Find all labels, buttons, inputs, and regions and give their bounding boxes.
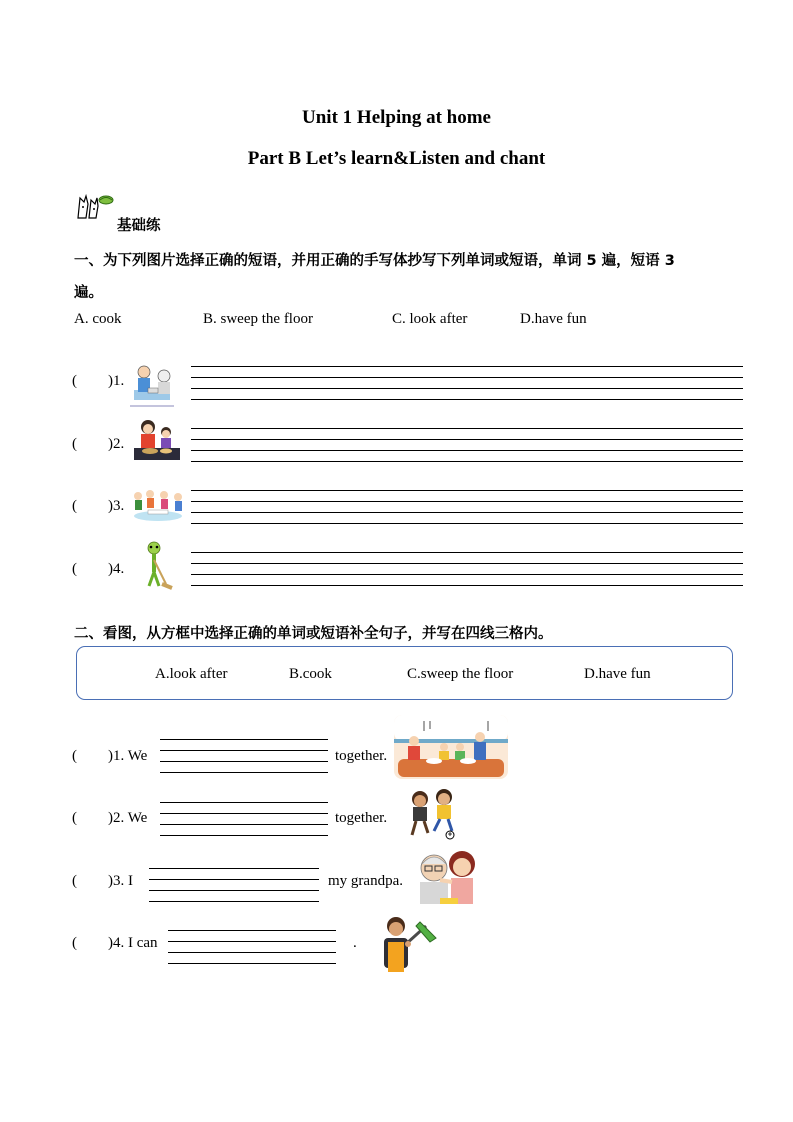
answer-bracket-number[interactable]: )4. (108, 561, 125, 577)
sentence-lead: )1. We (108, 748, 148, 764)
writing-lines[interactable] (191, 490, 743, 526)
writing-lines[interactable] (149, 868, 319, 904)
sentence-tail: . (353, 935, 357, 951)
answer-bracket-number[interactable]: )2. (108, 436, 125, 452)
sentence-lead: )2. We (108, 810, 148, 826)
sentence-tail: my grandpa. (328, 873, 403, 889)
page-subtitle: Part B Let’s learn&Listen and chant (247, 148, 546, 169)
writing-lines[interactable] (191, 428, 743, 464)
page-title: Unit 1 Helping at home (302, 107, 491, 128)
sweeping-floor-icon (140, 540, 176, 592)
answer-bracket-open: ( (72, 873, 77, 889)
part2-option-c: C.sweep the floor (407, 666, 514, 682)
part2-option-b: B.cook (289, 666, 332, 682)
answer-bracket-number[interactable]: )3. (108, 498, 125, 514)
part1-instruction-line2: 遍。 (74, 285, 103, 301)
writing-lines[interactable] (191, 552, 743, 588)
writing-lines[interactable] (191, 366, 743, 402)
part2-instruction: 二、看图，从方框中选择正确的单词或短语补全句子，并写在四线三格内。 (74, 626, 553, 642)
having-fun-icon (128, 488, 188, 524)
family-cooking-icon (394, 715, 508, 779)
section-label: 基础练 (117, 218, 161, 234)
sentence-tail: together. (335, 810, 388, 826)
sentence-lead: )3. I (108, 873, 133, 889)
part2-option-d: D.have fun (584, 666, 651, 682)
writing-lines[interactable] (168, 930, 336, 966)
answer-bracket-open: ( (72, 748, 77, 764)
writing-lines[interactable] (160, 802, 328, 838)
part1-option-c: C. look after (392, 311, 468, 327)
part1-option-d: D.have fun (520, 311, 587, 327)
caring-for-elder-icon (128, 362, 180, 410)
sentence-tail: together. (335, 748, 388, 764)
part1-option-a: A. cook (74, 311, 122, 327)
girl-with-grandpa-icon (414, 846, 484, 906)
answer-bracket-open: ( (72, 810, 77, 826)
part2-option-a: A.look after (155, 666, 228, 682)
man-sweeping-icon (376, 916, 442, 976)
answer-bracket-open: ( (72, 498, 77, 514)
part1-instruction-line1: 一、为下列图片选择正确的短语，并用正确的手写体抄写下列单词或短语，单词 5 遍，短语 3 (74, 253, 675, 269)
writing-lines[interactable] (160, 739, 328, 775)
answer-bracket-open: ( (72, 436, 77, 452)
cartoon-badge-icon (74, 192, 114, 224)
answer-bracket-open: ( (72, 373, 77, 389)
part1-option-b: B. sweep the floor (203, 311, 313, 327)
boys-playing-football-icon (404, 787, 464, 841)
sentence-lead: )4. I can (108, 935, 158, 951)
answer-bracket-open: ( (72, 561, 77, 577)
answer-bracket-open: ( (72, 935, 77, 951)
cooking-together-icon (130, 418, 184, 466)
answer-bracket-number[interactable]: )1. (108, 373, 125, 389)
